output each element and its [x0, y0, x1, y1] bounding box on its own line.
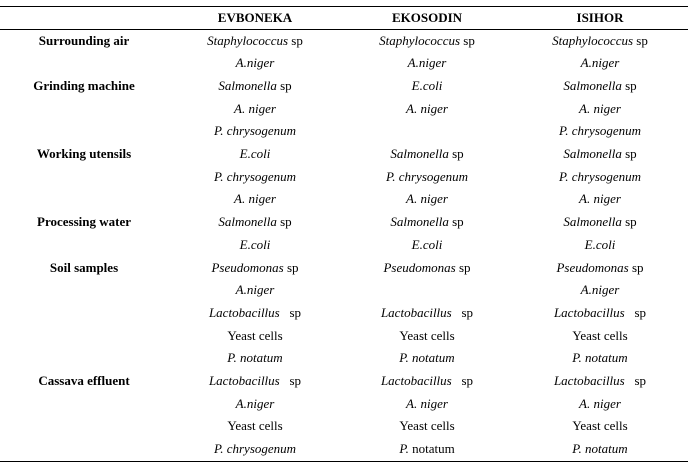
table-top-rule [0, 6, 688, 7]
organism-cell [168, 52, 342, 75]
organism-suffix: sp [628, 259, 644, 275]
organism-cell [342, 257, 512, 280]
organism-cell [168, 325, 342, 348]
table-row [0, 188, 688, 211]
organism-cell [512, 347, 688, 370]
row-source-label [0, 234, 168, 257]
organism-genus: A. niger [579, 100, 621, 116]
organism-genus: P. chrysogenum [213, 123, 297, 139]
organism-genus: Lactobacillus [553, 373, 625, 388]
organism-cell [342, 279, 512, 302]
organism-genus: Salmonella [218, 77, 277, 93]
organism-genus: P. chrysogenum [558, 123, 642, 139]
organism-genus: E.coli [411, 236, 443, 252]
organism-cell [512, 257, 688, 280]
organism-cell [168, 438, 342, 461]
organism-genus: A.niger [235, 395, 275, 411]
organism-cell [342, 325, 512, 348]
organism-genus: A.niger [235, 282, 275, 298]
organism-cell [342, 166, 512, 189]
organism-suffix: sp [621, 214, 637, 230]
row-source-label: Working utensils [36, 146, 132, 161]
organism-cell [512, 438, 688, 461]
organism-cell [342, 120, 512, 143]
organism-genus: Salmonella [563, 77, 622, 93]
table-row [0, 52, 688, 75]
organism-suffix: Yeast cells [399, 418, 455, 434]
organism-cell [342, 52, 512, 75]
organism-cell [512, 75, 688, 98]
table-row [0, 257, 688, 280]
organism-cell [342, 75, 512, 98]
organism-cell [168, 415, 342, 438]
row-source-label [0, 325, 168, 348]
organism-genus: Lactobacillus [208, 304, 280, 320]
organism-genus: A. niger [579, 395, 621, 411]
organism-suffix: sp [279, 373, 302, 388]
table-row [0, 347, 688, 370]
organism-cell [512, 52, 688, 75]
organism-suffix: sp [283, 259, 299, 275]
header-source [0, 8, 168, 28]
organism-cell [168, 143, 342, 166]
organism-genus: Pseudomonas [211, 259, 284, 275]
organism-cell [512, 279, 688, 302]
organism-genus: Salmonella [563, 146, 622, 161]
organism-genus: E.coli [584, 236, 616, 252]
organism-cell [168, 234, 342, 257]
row-source-label: Cassava effluent [38, 373, 130, 388]
table-bottom-rule [0, 461, 688, 462]
row-source-label: Grinding machine [33, 77, 135, 93]
organism-cell [512, 30, 688, 53]
row-source-label [0, 52, 168, 75]
table-row [0, 98, 688, 121]
organism-genus: A.niger [407, 55, 447, 71]
row-source-label [0, 98, 168, 121]
table-row [0, 166, 688, 189]
organism-genus: Lactobacillus [380, 373, 452, 388]
organism-cell [168, 279, 342, 302]
organism-suffix: sp [455, 259, 471, 275]
organism-genus: Salmonella [563, 214, 622, 230]
organism-genus: Pseudomonas [383, 259, 456, 275]
header-evboneka: EVBONEKA [217, 10, 293, 25]
organism-suffix: sp [451, 304, 474, 320]
organism-suffix: sp [279, 304, 302, 320]
organism-genus: P. notatum [572, 441, 628, 457]
organism-cell [512, 120, 688, 143]
organism-cell [168, 302, 342, 325]
row-source-label [0, 279, 168, 302]
organism-suffix: notatum [408, 441, 455, 457]
organism-genus: A.niger [580, 282, 620, 298]
organism-cell [512, 166, 688, 189]
organism-genus: P. chrysogenum [213, 168, 297, 184]
organism-suffix: Yeast cells [227, 418, 283, 434]
organism-cell [512, 325, 688, 348]
organism-genus: A. niger [406, 100, 448, 116]
organism-genus: E.coli [411, 77, 443, 93]
organism-cell [342, 234, 512, 257]
organism-cell [512, 234, 688, 257]
organism-cell [168, 166, 342, 189]
organism-cell [168, 257, 342, 280]
table-row [0, 393, 688, 416]
table-row [0, 438, 688, 461]
organism-suffix: sp [276, 214, 292, 230]
organism-genus: Staphylococcus [379, 32, 461, 48]
organism-genus: Staphylococcus [552, 32, 634, 48]
row-source-label [0, 347, 168, 370]
table-row [0, 370, 688, 393]
organism-cell [342, 30, 512, 53]
organism-cell [168, 211, 342, 234]
row-source-label [0, 188, 168, 211]
organism-genus: A.niger [235, 55, 275, 71]
organism-genus: P. notatum [227, 350, 283, 366]
organism-genus: Staphylococcus [207, 32, 289, 48]
organism-genus: P. [399, 441, 409, 457]
table-row [0, 302, 688, 325]
organism-cell [342, 347, 512, 370]
organism-cell [168, 30, 342, 53]
organism-cell [512, 188, 688, 211]
table-row [0, 75, 688, 98]
organism-suffix: sp [621, 146, 637, 161]
organism-genus: A. niger [234, 191, 276, 207]
organism-genus: P. notatum [572, 350, 628, 366]
row-source-label: Surrounding air [38, 32, 130, 48]
organism-cell [512, 370, 688, 393]
organism-suffix: sp [448, 214, 464, 230]
organism-genus: P. chrysogenum [558, 168, 642, 184]
organism-cell [512, 143, 688, 166]
organism-genus: A. niger [406, 191, 448, 207]
organism-cell [168, 370, 342, 393]
organism-genus: Salmonella [390, 146, 449, 161]
row-source-label [0, 415, 168, 438]
organism-genus: A. niger [579, 191, 621, 207]
organism-genus: Salmonella [390, 214, 449, 230]
organism-cell [342, 98, 512, 121]
organism-cell [342, 370, 512, 393]
organism-genus: P. chrysogenum [213, 441, 297, 457]
organism-cell [168, 98, 342, 121]
organism-suffix: sp [621, 77, 637, 93]
organism-suffix: sp [633, 32, 648, 48]
row-source-label [0, 120, 168, 143]
organism-genus: Lactobacillus [208, 373, 280, 388]
organism-cell [168, 75, 342, 98]
organism-genus: Lactobacillus [380, 304, 452, 320]
organism-cell [342, 302, 512, 325]
organism-genus: Lactobacillus [553, 304, 625, 320]
row-source-label: Soil samples [49, 259, 119, 275]
table-row [0, 143, 688, 166]
organism-cell [512, 211, 688, 234]
organism-genus: P. chrysogenum [385, 168, 469, 184]
organism-suffix: sp [276, 77, 292, 93]
row-source-label [0, 438, 168, 461]
organism-genus: Salmonella [218, 214, 277, 230]
organism-genus: E.coli [239, 146, 271, 161]
organism-genus: A.niger [580, 55, 620, 71]
organism-suffix: sp [448, 146, 464, 161]
table-row [0, 120, 688, 143]
organism-cell [342, 438, 512, 461]
header-ekosodin: EKOSODIN [391, 10, 463, 25]
row-source-label [0, 166, 168, 189]
organism-suffix: Yeast cells [227, 327, 283, 343]
organism-suffix: sp [288, 32, 303, 48]
organism-genus: E.coli [239, 236, 271, 252]
table-row [0, 325, 688, 348]
row-source-label [0, 302, 168, 325]
organism-suffix: sp [624, 304, 647, 320]
organism-cell [168, 393, 342, 416]
organism-genus: P. notatum [399, 350, 455, 366]
organism-suffix: sp [624, 373, 647, 388]
organism-cell [342, 143, 512, 166]
organism-suffix: Yeast cells [399, 327, 455, 343]
organism-suffix: Yeast cells [572, 327, 628, 343]
organism-cell [342, 393, 512, 416]
table-row [0, 211, 688, 234]
header-isihor: ISIHOR [576, 10, 624, 25]
table-row [0, 415, 688, 438]
organism-suffix: sp [451, 373, 474, 388]
organism-cell [342, 415, 512, 438]
organism-cell [512, 393, 688, 416]
organism-cell [342, 188, 512, 211]
organism-cell [168, 188, 342, 211]
organism-cell [512, 415, 688, 438]
organism-genus: Pseudomonas [556, 259, 629, 275]
organism-suffix: Yeast cells [572, 418, 628, 434]
table-row [0, 279, 688, 302]
organism-genus: A. niger [406, 395, 448, 411]
organism-suffix: sp [460, 32, 475, 48]
table-row [0, 234, 688, 257]
organism-cell [168, 120, 342, 143]
row-source-label [0, 393, 168, 416]
organism-cell [512, 302, 688, 325]
row-source-label: Processing water [37, 214, 131, 230]
organism-cell [168, 347, 342, 370]
organism-cell [342, 211, 512, 234]
table-row [0, 30, 688, 53]
organism-genus: A. niger [234, 100, 276, 116]
organism-cell [512, 98, 688, 121]
